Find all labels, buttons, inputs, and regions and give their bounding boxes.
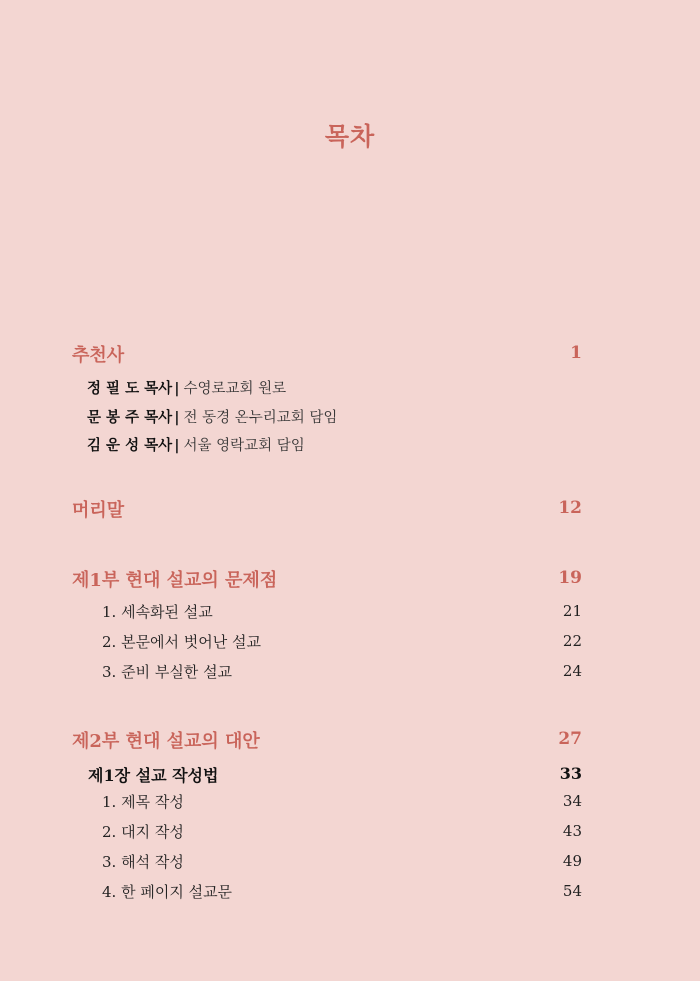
toc-item-label: 2. 본문에서 벗어난 설교 bbox=[102, 633, 262, 651]
part1-page: 19 bbox=[558, 568, 582, 588]
separator: | bbox=[174, 410, 180, 426]
part2-page: 27 bbox=[558, 729, 582, 749]
page-title: 목차 bbox=[324, 122, 376, 151]
section-recommendation-title: 추천사 bbox=[72, 345, 125, 366]
recommender-name: 김 운 성 목사 bbox=[87, 438, 173, 454]
recommender-name: 문 봉 주 목사 bbox=[87, 410, 173, 426]
chapter1-page: 33 bbox=[559, 764, 582, 783]
toc-item-label: 2. 대지 작성 bbox=[102, 823, 184, 841]
toc-item-page: 22 bbox=[562, 632, 582, 650]
toc-item-label: 1. 세속화된 설교 bbox=[102, 603, 213, 621]
toc-item-page: 43 bbox=[562, 822, 582, 840]
separator: | bbox=[174, 381, 180, 397]
toc-item-label: 1. 제목 작성 bbox=[102, 793, 184, 811]
recommender-entry bbox=[87, 377, 286, 398]
toc-item-label: 3. 준비 부실한 설교 bbox=[102, 663, 233, 681]
part2-title: 제2부 현대 설교의 대안 bbox=[72, 731, 260, 752]
recommender-entry bbox=[87, 434, 305, 455]
recommender-desc: 전 동경 온누리교회 담임 bbox=[183, 410, 338, 426]
recommender-name: 정 필 도 목사 bbox=[87, 381, 173, 397]
part1-title: 제1부 현대 설교의 문제점 bbox=[72, 570, 278, 591]
section-preface-page: 12 bbox=[558, 498, 582, 518]
chapter1-title: 제1장 설교 작성법 bbox=[88, 766, 219, 785]
toc-item-page: 49 bbox=[562, 852, 582, 870]
toc-item-page: 24 bbox=[562, 662, 582, 680]
section-recommendation-page: 1 bbox=[570, 343, 582, 363]
toc-item-page: 34 bbox=[562, 792, 582, 810]
separator: | bbox=[174, 438, 180, 454]
toc-item-label: 3. 해석 작성 bbox=[102, 853, 184, 871]
toc-item-page: 54 bbox=[562, 882, 582, 900]
recommender-entry bbox=[87, 406, 337, 427]
section-preface-title: 머리말 bbox=[72, 500, 125, 521]
recommender-desc: 수영로교회 원로 bbox=[183, 381, 287, 397]
toc-item-label: 4. 한 페이지 설교문 bbox=[102, 883, 233, 901]
toc-item-page: 21 bbox=[562, 602, 582, 620]
recommender-desc: 서울 영락교회 담임 bbox=[183, 438, 305, 454]
